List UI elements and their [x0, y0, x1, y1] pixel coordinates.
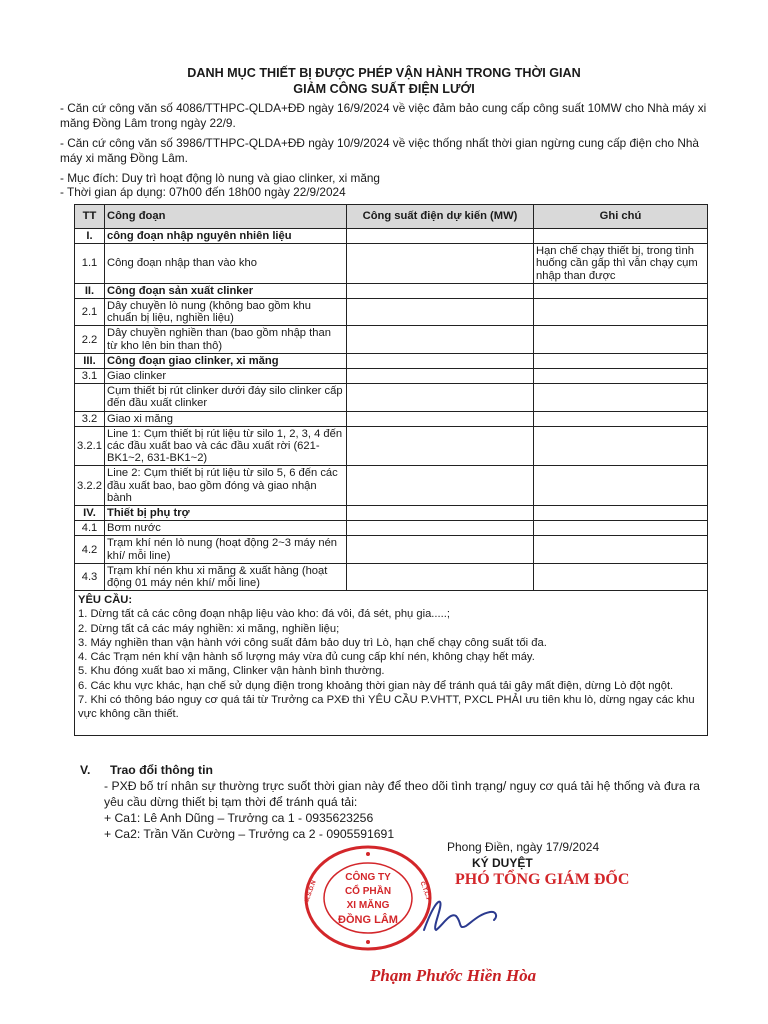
- note-cell: [534, 353, 708, 368]
- stage-cell: công đoạn nhập nguyên nhiên liệu: [105, 229, 347, 244]
- power-cell: [347, 384, 534, 411]
- stage-cell: Giao clinker: [105, 369, 347, 384]
- table-section-row: [75, 283, 708, 298]
- tt-cell: 4.2: [75, 536, 105, 563]
- tt-cell: 3.1: [75, 369, 105, 384]
- tt-cell: I.: [75, 229, 105, 244]
- stage-cell: Cụm thiết bị rút clinker dưới đáy silo clinker cấp đến đầu xuất clinker: [105, 384, 347, 411]
- requirement-item: 2. Dừng tất cả các máy nghiền: xi măng, nghiền liệu;: [78, 622, 340, 635]
- stage-cell: Dây chuyền lò nung (không bao gồm khu chuẩn bị liệu, nghiền liệu): [105, 299, 347, 326]
- note-cell: [534, 384, 708, 411]
- power-cell: [347, 411, 534, 426]
- table-section-row: [75, 353, 708, 368]
- tt-cell: 4.1: [75, 521, 105, 536]
- power-cell: [347, 506, 534, 521]
- tt-cell: 1.1: [75, 244, 105, 284]
- table-row: [75, 521, 708, 536]
- svg-text:CỔ PHẦN: CỔ PHẦN: [344, 886, 392, 897]
- tt-cell: 4.3: [75, 563, 105, 590]
- requirement-item: 4. Các Trạm nén khí vận hành số lượng máy vừa đủ cung cấp khí nén, không chạy hết máy.: [78, 651, 535, 664]
- section-5: [80, 762, 720, 842]
- tt-cell: [75, 384, 105, 411]
- document-title-line1: DANH MỤC THIẾT BỊ ĐƯỢC PHÉP VẬN HÀNH TRONG THỜI GIAN: [187, 66, 581, 80]
- header-power: Công suất điện dự kiến (MW): [347, 205, 534, 229]
- tt-cell: III.: [75, 353, 105, 368]
- power-cell: [347, 426, 534, 466]
- tt-cell: 2.1: [75, 299, 105, 326]
- table-row: [75, 411, 708, 426]
- svg-text:CÔNG TY: CÔNG TY: [345, 872, 391, 883]
- intro-reference-1: - Căn cứ công văn số 4086/TTHPC-QLDA+ĐĐ ngày 16/9/2024 về việc đảm bảo cung cấp công suất 10MW cho Nhà máy xi măng Đồng Lâm trong ngày 22/9.: [60, 101, 707, 130]
- requirements-cell: [75, 591, 708, 736]
- stage-cell: Line 2: Cụm thiết bị rút liệu từ silo 5, 6 đến các đầu xuất bao, bao gồm đóng và giao nhận bành: [105, 466, 347, 506]
- power-cell: [347, 536, 534, 563]
- note-cell: [534, 411, 708, 426]
- section-5-line-1: - PXĐ bố trí nhân sự thường trực suốt thời gian này để theo dõi tình trạng/ nguy cơ quá tải hệ thống và đưa ra yêu cầu dừng thiết bị tạm thời để tránh quá tải:: [104, 779, 700, 809]
- table-section-row: [75, 506, 708, 521]
- table-row: [75, 466, 708, 506]
- tt-cell: 3.2.1: [75, 426, 105, 466]
- intro-reference-2: - Căn cứ công văn số 3986/TTHPC-QLDA+ĐĐ ngày 10/9/2024 về việc thống nhất thời gian ngừng cung cấp điện cho Nhà máy xi măng Đồng Lâm.: [60, 136, 699, 165]
- intro-apply-time: - Thời gian áp dụng: 07h00 đến 18h00 ngày 22/9/2024: [60, 185, 346, 199]
- stage-cell: Giao xi măng: [105, 411, 347, 426]
- header-tt: TT: [75, 205, 105, 229]
- power-cell: [347, 563, 534, 590]
- stage-cell: Công đoạn nhập than vào kho: [105, 244, 347, 284]
- stage-cell: Công đoạn sản xuất clinker: [105, 283, 347, 298]
- table-row: [75, 369, 708, 384]
- stage-cell: Công đoạn giao clinker, xi măng: [105, 353, 347, 368]
- stage-cell: Thiết bị phụ trợ: [105, 506, 347, 521]
- sign-date: Phong Điền, ngày 17/9/2024: [447, 840, 600, 854]
- signer-name: Phạm Phước Hiền Hòa: [370, 966, 537, 985]
- note-cell: [534, 521, 708, 536]
- sign-approval-label: KÝ DUYỆT: [472, 856, 533, 870]
- note-cell: [534, 466, 708, 506]
- equipment-table: [74, 204, 708, 736]
- section-5-heading: [80, 762, 720, 778]
- tt-cell: 3.2.2: [75, 466, 105, 506]
- power-cell: [347, 283, 534, 298]
- intro-purpose: - Mục đích: Duy trì hoạt động lò nung và giao clinker, xi măng: [60, 171, 380, 185]
- svg-text:C.T.C.P: C.T.C.P: [418, 880, 432, 903]
- svg-text:ĐỒNG LÂM: ĐỒNG LÂM: [338, 914, 398, 926]
- table-row: [75, 384, 708, 411]
- power-cell: [347, 244, 534, 284]
- section-5-line-3: + Ca2: Trần Văn Cường – Trưởng ca 2 - 0905591691: [104, 827, 395, 841]
- handwritten-signature: [410, 890, 530, 940]
- stage-cell: Line 1: Cụm thiết bị rút liệu từ silo 1, 2, 3, 4 đến các đầu xuất bao và các đầu xuất rời (621-BK1~2, 631-BK1~2): [105, 426, 347, 466]
- requirement-item: 3. Máy nghiền than vận hành với công suất đảm bảo duy trì Lò, hạn chế chạy công suất tối đa.: [78, 636, 547, 649]
- note-cell: Hạn chế chạy thiết bị, trong tình huống cần gấp thì vẫn chạy cụm nhập than được: [534, 244, 708, 284]
- tt-cell: II.: [75, 283, 105, 298]
- power-cell: [347, 353, 534, 368]
- tt-cell: 2.2: [75, 326, 105, 353]
- table-row: [75, 536, 708, 563]
- note-cell: [534, 426, 708, 466]
- note-cell: [534, 326, 708, 353]
- table-row: [75, 563, 708, 590]
- document-title-line2: GIẢM CÔNG SUẤT ĐIỆN LƯỚI: [293, 82, 475, 96]
- requirements-row: [75, 591, 708, 736]
- note-cell: [534, 283, 708, 298]
- requirement-item: 5. Khu đóng xuất bao xi măng, Clinker vận hành bình thường.: [78, 665, 385, 678]
- power-cell: [347, 229, 534, 244]
- header-stage: Công đoạn: [105, 205, 347, 229]
- table-row: [75, 244, 708, 284]
- tt-cell: IV.: [75, 506, 105, 521]
- stage-cell: Dây chuyền nghiền than (bao gồm nhập than từ kho lên bin than thô): [105, 326, 347, 353]
- table-body: [75, 229, 708, 591]
- table-header-row: [75, 205, 708, 229]
- table-section-row: [75, 229, 708, 244]
- stage-cell: Bơm nước: [105, 521, 347, 536]
- stage-cell: Trạm khí nén khu xi măng & xuất hàng (hoạt động 01 máy nén khí/ mỗi line): [105, 563, 347, 590]
- table-row: [75, 299, 708, 326]
- note-cell: [534, 506, 708, 521]
- requirements-title: YÊU CẦU:: [78, 594, 133, 607]
- requirements-list: [78, 607, 704, 721]
- table-row: [75, 326, 708, 353]
- table-row: [75, 426, 708, 466]
- signer-position: PHÓ TỔNG GIÁM ĐỐC: [455, 871, 630, 888]
- requirement-item: 7. Khi có thông báo nguy cơ quá tải từ Trưởng ca PXĐ thì YÊU CẦU P.VHTT, PXCL PHẢI ưu tiên khu lò, dừng ngay các khu vực không cần thiết.: [78, 693, 695, 720]
- note-cell: [534, 369, 708, 384]
- note-cell: [534, 563, 708, 590]
- power-cell: [347, 521, 534, 536]
- section-5-line-2: + Ca1: Lê Anh Dũng – Trưởng ca 1 - 0935623256: [104, 811, 374, 825]
- header-note: Ghi chú: [534, 205, 708, 229]
- power-cell: [347, 299, 534, 326]
- note-cell: [534, 229, 708, 244]
- requirement-item: 6. Các khu vực khác, hạn chế sử dụng điện trong khoảng thời gian này để tránh quá tải gây mất điện, dừng Lò đột ngột.: [78, 679, 674, 692]
- power-cell: [347, 466, 534, 506]
- note-cell: [534, 299, 708, 326]
- note-cell: [534, 536, 708, 563]
- power-cell: [347, 369, 534, 384]
- section-5-title: Trao đổi thông tin: [110, 763, 213, 777]
- svg-text:M.S.D.N: M.S.D.N: [304, 879, 318, 904]
- section-5-number: V.: [80, 763, 91, 777]
- tt-cell: 3.2: [75, 411, 105, 426]
- power-cell: [347, 326, 534, 353]
- svg-text:XI MĂNG: XI MĂNG: [346, 900, 390, 911]
- requirement-item: 1. Dừng tất cả các công đoạn nhập liệu vào kho: đá vôi, đá sét, phụ gia.....;: [78, 608, 450, 621]
- stage-cell: Trạm khí nén lò nung (hoạt động 2~3 máy nén khí/ mỗi line): [105, 536, 347, 563]
